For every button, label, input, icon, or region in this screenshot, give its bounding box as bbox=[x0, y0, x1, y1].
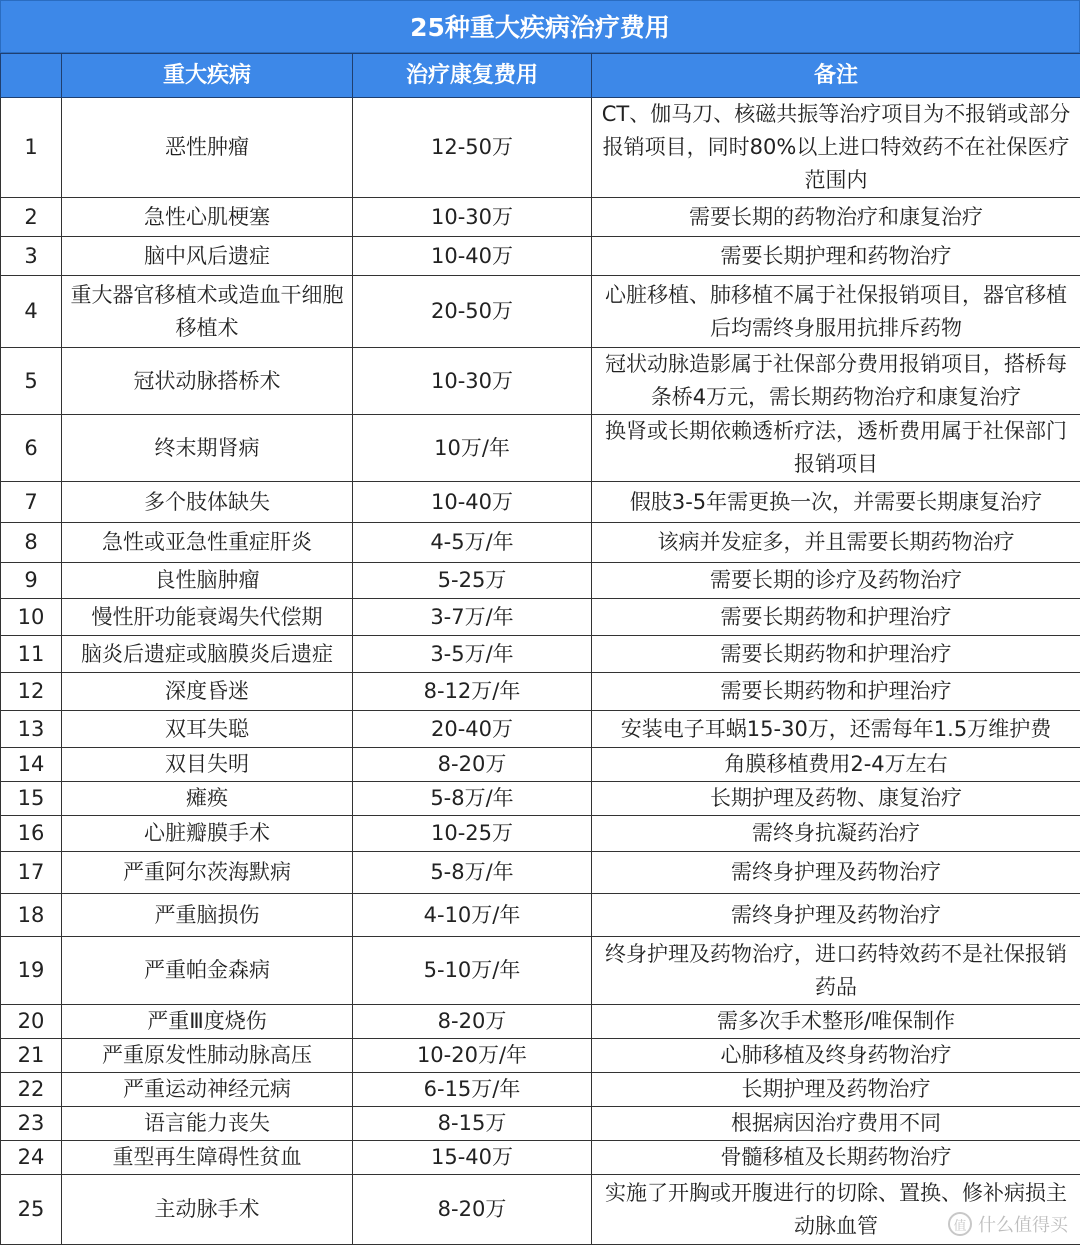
row-note: 换肾或长期依赖透析疗法，透析费用属于社保部门报销项目 bbox=[592, 415, 1080, 482]
row-disease: 严重运动神经元病 bbox=[62, 1073, 353, 1107]
watermark bbox=[948, 1211, 1068, 1237]
row-index: 21 bbox=[1, 1039, 62, 1073]
row-disease: 重型再生障碍性贫血 bbox=[62, 1141, 353, 1175]
table-body bbox=[1, 98, 1080, 1245]
row-disease: 脑炎后遗症或脑膜炎后遗症 bbox=[62, 636, 353, 673]
row-cost: 8-20万 bbox=[353, 748, 592, 782]
table-row bbox=[1, 711, 1080, 748]
row-cost: 4-5万/年 bbox=[353, 523, 592, 563]
row-note: 长期护理及药物治疗 bbox=[592, 1073, 1080, 1107]
row-index: 14 bbox=[1, 748, 62, 782]
row-index: 7 bbox=[1, 482, 62, 523]
table-title: 25种重大疾病治疗费用 bbox=[0, 0, 1080, 53]
row-index: 20 bbox=[1, 1005, 62, 1039]
row-note: 终身护理及药物治疗，进口药特效药不是社保报销药品 bbox=[592, 937, 1080, 1005]
table-row bbox=[1, 1175, 1080, 1245]
row-index: 11 bbox=[1, 636, 62, 673]
header-index bbox=[1, 54, 62, 98]
row-cost: 10-25万 bbox=[353, 816, 592, 852]
table-row bbox=[1, 599, 1080, 636]
table-row bbox=[1, 816, 1080, 852]
row-disease: 重大器官移植术或造血干细胞移植术 bbox=[62, 276, 353, 348]
row-note: 需终身护理及药物治疗 bbox=[592, 894, 1080, 937]
watermark-text: 什么值得买 bbox=[978, 1215, 1068, 1236]
row-disease: 慢性肝功能衰竭失代偿期 bbox=[62, 599, 353, 636]
table-row bbox=[1, 415, 1080, 482]
row-note: 长期护理及药物、康复治疗 bbox=[592, 782, 1080, 816]
table-row bbox=[1, 276, 1080, 348]
row-disease: 良性脑肿瘤 bbox=[62, 563, 353, 599]
row-index: 25 bbox=[1, 1175, 62, 1245]
row-index: 8 bbox=[1, 523, 62, 563]
row-note: 心脏移植、肺移植不属于社保报销项目，器官移植后均需终身服用抗排斥药物 bbox=[592, 276, 1080, 348]
table-row bbox=[1, 1107, 1080, 1141]
row-cost: 10-40万 bbox=[353, 482, 592, 523]
row-cost: 10-40万 bbox=[353, 237, 592, 276]
row-cost: 6-15万/年 bbox=[353, 1073, 592, 1107]
row-disease: 脑中风后遗症 bbox=[62, 237, 353, 276]
row-index: 17 bbox=[1, 852, 62, 894]
row-disease: 严重脑损伤 bbox=[62, 894, 353, 937]
row-note: 需多次手术整形/唯保制作 bbox=[592, 1005, 1080, 1039]
table-row bbox=[1, 482, 1080, 523]
table-row bbox=[1, 673, 1080, 711]
row-index: 12 bbox=[1, 673, 62, 711]
row-disease: 语言能力丧失 bbox=[62, 1107, 353, 1141]
row-note: 需要长期药物和护理治疗 bbox=[592, 636, 1080, 673]
row-disease: 双目失明 bbox=[62, 748, 353, 782]
header-disease: 重大疾病 bbox=[62, 54, 353, 98]
row-note: 需终身抗凝药治疗 bbox=[592, 816, 1080, 852]
row-note: 骨髓移植及长期药物治疗 bbox=[592, 1141, 1080, 1175]
table-row bbox=[1, 1039, 1080, 1073]
row-note: 需要长期护理和药物治疗 bbox=[592, 237, 1080, 276]
watermark-logo-icon: 值 bbox=[948, 1212, 972, 1236]
row-index: 24 bbox=[1, 1141, 62, 1175]
row-cost: 10-30万 bbox=[353, 348, 592, 415]
row-disease: 急性或亚急性重症肝炎 bbox=[62, 523, 353, 563]
row-note: 冠状动脉造影属于社保部分费用报销项目，搭桥每条桥4万元，需长期药物治疗和康复治疗 bbox=[592, 348, 1080, 415]
table-row bbox=[1, 1141, 1080, 1175]
row-note: CT、伽马刀、核磁共振等治疗项目为不报销或部分报销项目，同时80%以上进口特效药不在社保医疗范围内 bbox=[592, 98, 1080, 198]
header-note: 备注 bbox=[592, 54, 1080, 98]
table-row bbox=[1, 894, 1080, 937]
row-note: 实施了开胸或开腹进行的切除、置换、修补病损主动脉血管 bbox=[592, 1175, 1080, 1245]
row-index: 23 bbox=[1, 1107, 62, 1141]
row-index: 1 bbox=[1, 98, 62, 198]
row-cost: 8-12万/年 bbox=[353, 673, 592, 711]
row-cost: 12-50万 bbox=[353, 98, 592, 198]
row-disease: 严重帕金森病 bbox=[62, 937, 353, 1005]
table-row bbox=[1, 198, 1080, 237]
row-disease: 急性心肌梗塞 bbox=[62, 198, 353, 237]
row-index: 13 bbox=[1, 711, 62, 748]
table-row bbox=[1, 348, 1080, 415]
table-row bbox=[1, 1005, 1080, 1039]
row-disease: 严重原发性肺动脉高压 bbox=[62, 1039, 353, 1073]
row-disease: 深度昏迷 bbox=[62, 673, 353, 711]
row-index: 9 bbox=[1, 563, 62, 599]
row-index: 19 bbox=[1, 937, 62, 1005]
row-cost: 4-10万/年 bbox=[353, 894, 592, 937]
row-index: 10 bbox=[1, 599, 62, 636]
row-disease: 双耳失聪 bbox=[62, 711, 353, 748]
row-index: 4 bbox=[1, 276, 62, 348]
row-disease: 主动脉手术 bbox=[62, 1175, 353, 1245]
row-index: 15 bbox=[1, 782, 62, 816]
row-cost: 8-20万 bbox=[353, 1175, 592, 1245]
row-cost: 5-25万 bbox=[353, 563, 592, 599]
row-note: 需要长期药物和护理治疗 bbox=[592, 673, 1080, 711]
row-cost: 3-7万/年 bbox=[353, 599, 592, 636]
row-cost: 10万/年 bbox=[353, 415, 592, 482]
row-cost: 8-20万 bbox=[353, 1005, 592, 1039]
row-disease: 严重阿尔茨海默病 bbox=[62, 852, 353, 894]
row-note: 根据病因治疗费用不同 bbox=[592, 1107, 1080, 1141]
row-cost: 3-5万/年 bbox=[353, 636, 592, 673]
row-note: 心肺移植及终身药物治疗 bbox=[592, 1039, 1080, 1073]
row-index: 6 bbox=[1, 415, 62, 482]
row-disease: 心脏瓣膜手术 bbox=[62, 816, 353, 852]
row-note: 假肢3-5年需更换一次，并需要长期康复治疗 bbox=[592, 482, 1080, 523]
table-row bbox=[1, 636, 1080, 673]
row-cost: 20-50万 bbox=[353, 276, 592, 348]
row-cost: 5-8万/年 bbox=[353, 852, 592, 894]
row-index: 22 bbox=[1, 1073, 62, 1107]
row-disease: 多个肢体缺失 bbox=[62, 482, 353, 523]
row-disease: 瘫痪 bbox=[62, 782, 353, 816]
row-disease: 终末期肾病 bbox=[62, 415, 353, 482]
row-cost: 8-15万 bbox=[353, 1107, 592, 1141]
table-row bbox=[1, 523, 1080, 563]
row-cost: 5-8万/年 bbox=[353, 782, 592, 816]
row-note: 角膜移植费用2-4万左右 bbox=[592, 748, 1080, 782]
row-note: 需要长期的药物治疗和康复治疗 bbox=[592, 198, 1080, 237]
table-row bbox=[1, 937, 1080, 1005]
row-note: 需终身护理及药物治疗 bbox=[592, 852, 1080, 894]
row-index: 5 bbox=[1, 348, 62, 415]
row-cost: 15-40万 bbox=[353, 1141, 592, 1175]
row-disease: 恶性肿瘤 bbox=[62, 98, 353, 198]
row-disease: 严重Ⅲ度烧伤 bbox=[62, 1005, 353, 1039]
header-cost: 治疗康复费用 bbox=[353, 54, 592, 98]
row-index: 2 bbox=[1, 198, 62, 237]
row-index: 18 bbox=[1, 894, 62, 937]
row-cost: 5-10万/年 bbox=[353, 937, 592, 1005]
table-row bbox=[1, 98, 1080, 198]
header-row bbox=[1, 54, 1080, 98]
table-row bbox=[1, 748, 1080, 782]
table-row bbox=[1, 563, 1080, 599]
cost-table bbox=[0, 53, 1080, 1245]
row-cost: 20-40万 bbox=[353, 711, 592, 748]
row-note: 安装电子耳蜗15-30万，还需每年1.5万维护费 bbox=[592, 711, 1080, 748]
row-cost: 10-20万/年 bbox=[353, 1039, 592, 1073]
table-row bbox=[1, 237, 1080, 276]
row-note: 该病并发症多，并且需要长期药物治疗 bbox=[592, 523, 1080, 563]
row-index: 16 bbox=[1, 816, 62, 852]
row-cost: 10-30万 bbox=[353, 198, 592, 237]
table-row bbox=[1, 852, 1080, 894]
row-disease: 冠状动脉搭桥术 bbox=[62, 348, 353, 415]
table-row bbox=[1, 1073, 1080, 1107]
row-note: 需要长期药物和护理治疗 bbox=[592, 599, 1080, 636]
table-row bbox=[1, 782, 1080, 816]
row-note: 需要长期的诊疗及药物治疗 bbox=[592, 563, 1080, 599]
row-index: 3 bbox=[1, 237, 62, 276]
